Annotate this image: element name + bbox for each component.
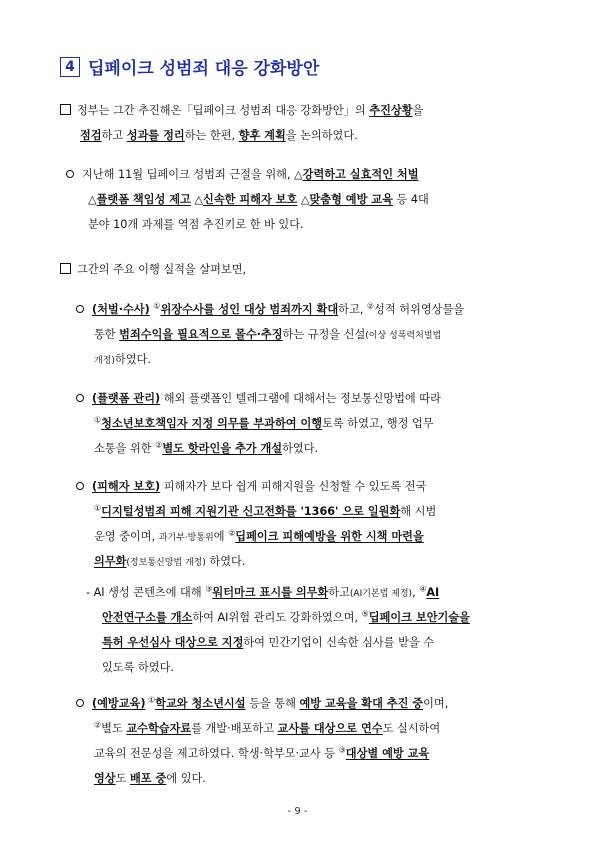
paragraph-line: ②별도 교수학습자료를 개발·배포하고 교사를 대상으로 연수도 실시하여 xyxy=(94,720,441,735)
paragraph-line: ①청소년보호책임자 지정 의무를 부과하여 이행토록 하였고, 행정 업무 xyxy=(94,415,434,430)
paragraph-line: 분야 10개 과제를 역점 추진키로 한 바 있다. xyxy=(88,218,304,231)
paragraph-line: 의무화(정보통신망법 개정) 하였다. xyxy=(94,555,246,568)
paragraph-line: (플랫폼 관리) 해외 플랫폼인 텔레그램에 대해서는 정보통신망법에 따라 xyxy=(76,393,441,404)
paragraph-line: 영상도 배포 중에 있다. xyxy=(94,772,206,785)
section-number-box: 4 xyxy=(60,57,80,77)
paragraph-line: (예방교육) ①학교와 청소년시설 등을 통해 예방 교육을 확대 추진 중이며, xyxy=(76,698,448,709)
paragraph-line: 소통을 위한 ②별도 핫라인을 추가 개설하였다. xyxy=(94,440,319,455)
paragraph-line: 개정)하였다. xyxy=(94,353,151,366)
circle-bullet-icon xyxy=(66,170,74,178)
paragraph-line: △플랫폼 책임성 제고 △신속한 피해자 보호 △맞춤형 예방 교육 등 4대 xyxy=(88,193,429,206)
paragraph-line: 특허 우선심사 대상으로 지정하여 민간기업이 신속한 심사를 받을 수 xyxy=(102,636,435,649)
paragraph-line: 통한 범죄수익을 필요적으로 몰수·추징하는 규정을 신설(이상 성폭력처벌법 xyxy=(94,328,442,341)
paragraph-line: 있도록 하였다. xyxy=(102,661,174,674)
paragraph-line: 운영 중이며, 과기부·방통위에 ②딥페이크 피해예방을 위한 시책 마련을 xyxy=(94,528,424,543)
paragraph-line: 교육의 전문성을 제고하였다. 학생·학부모·교사 등 ③대상별 예방 교육 xyxy=(94,745,430,760)
circle-bullet-icon xyxy=(76,394,84,402)
section-title: 딥페이크 성범죄 대응 강화방안 xyxy=(88,59,320,79)
square-bullet-icon xyxy=(60,263,71,274)
paragraph-line: ①디지털성범죄 피해 지원기관 신고전화를 '1366' 으로 일원화해 시범 xyxy=(94,503,437,518)
paragraph-line: 정부는 그간 추진해온「딥페이크 성범죄 대응 강화방안」의 추진상황을 xyxy=(60,104,423,116)
paragraph-line: 점검하고 성과를 정리하는 한편, 향후 계획을 논의하였다. xyxy=(80,129,358,142)
paragraph-line: 안전연구소를 개소하여 AI위험 관리도 강화하였으며, ⑤딥페이크 보안기술을 xyxy=(102,609,470,624)
circle-bullet-icon xyxy=(76,482,84,490)
paragraph-line: (처벌·수사) ①위장수사를 성인 대상 범죄까지 확대하고, ②성적 허위영상물을 xyxy=(76,304,464,315)
square-bullet-icon xyxy=(60,104,71,115)
paragraph-line: 지난해 11월 딥페이크 성범죄 근절을 위해, △강력하고 실효적인 처벌 xyxy=(66,169,419,180)
paragraph-line: 그간의 주요 이행 실적을 살펴보면, xyxy=(60,263,246,275)
page-number: - 9 - xyxy=(287,806,308,817)
section-heading xyxy=(60,54,319,79)
paragraph-line: (피해자 보호) 피해자가 보다 쉽게 피해지원을 신청할 수 있도록 전국 xyxy=(76,481,426,492)
paragraph-line: - AI 생성 콘텐츠에 대해 ③워터마크 표시를 의무화하고(AI기본법 제정), ④AI xyxy=(86,584,440,599)
circle-bullet-icon xyxy=(76,699,84,707)
circle-bullet-icon xyxy=(76,305,84,313)
